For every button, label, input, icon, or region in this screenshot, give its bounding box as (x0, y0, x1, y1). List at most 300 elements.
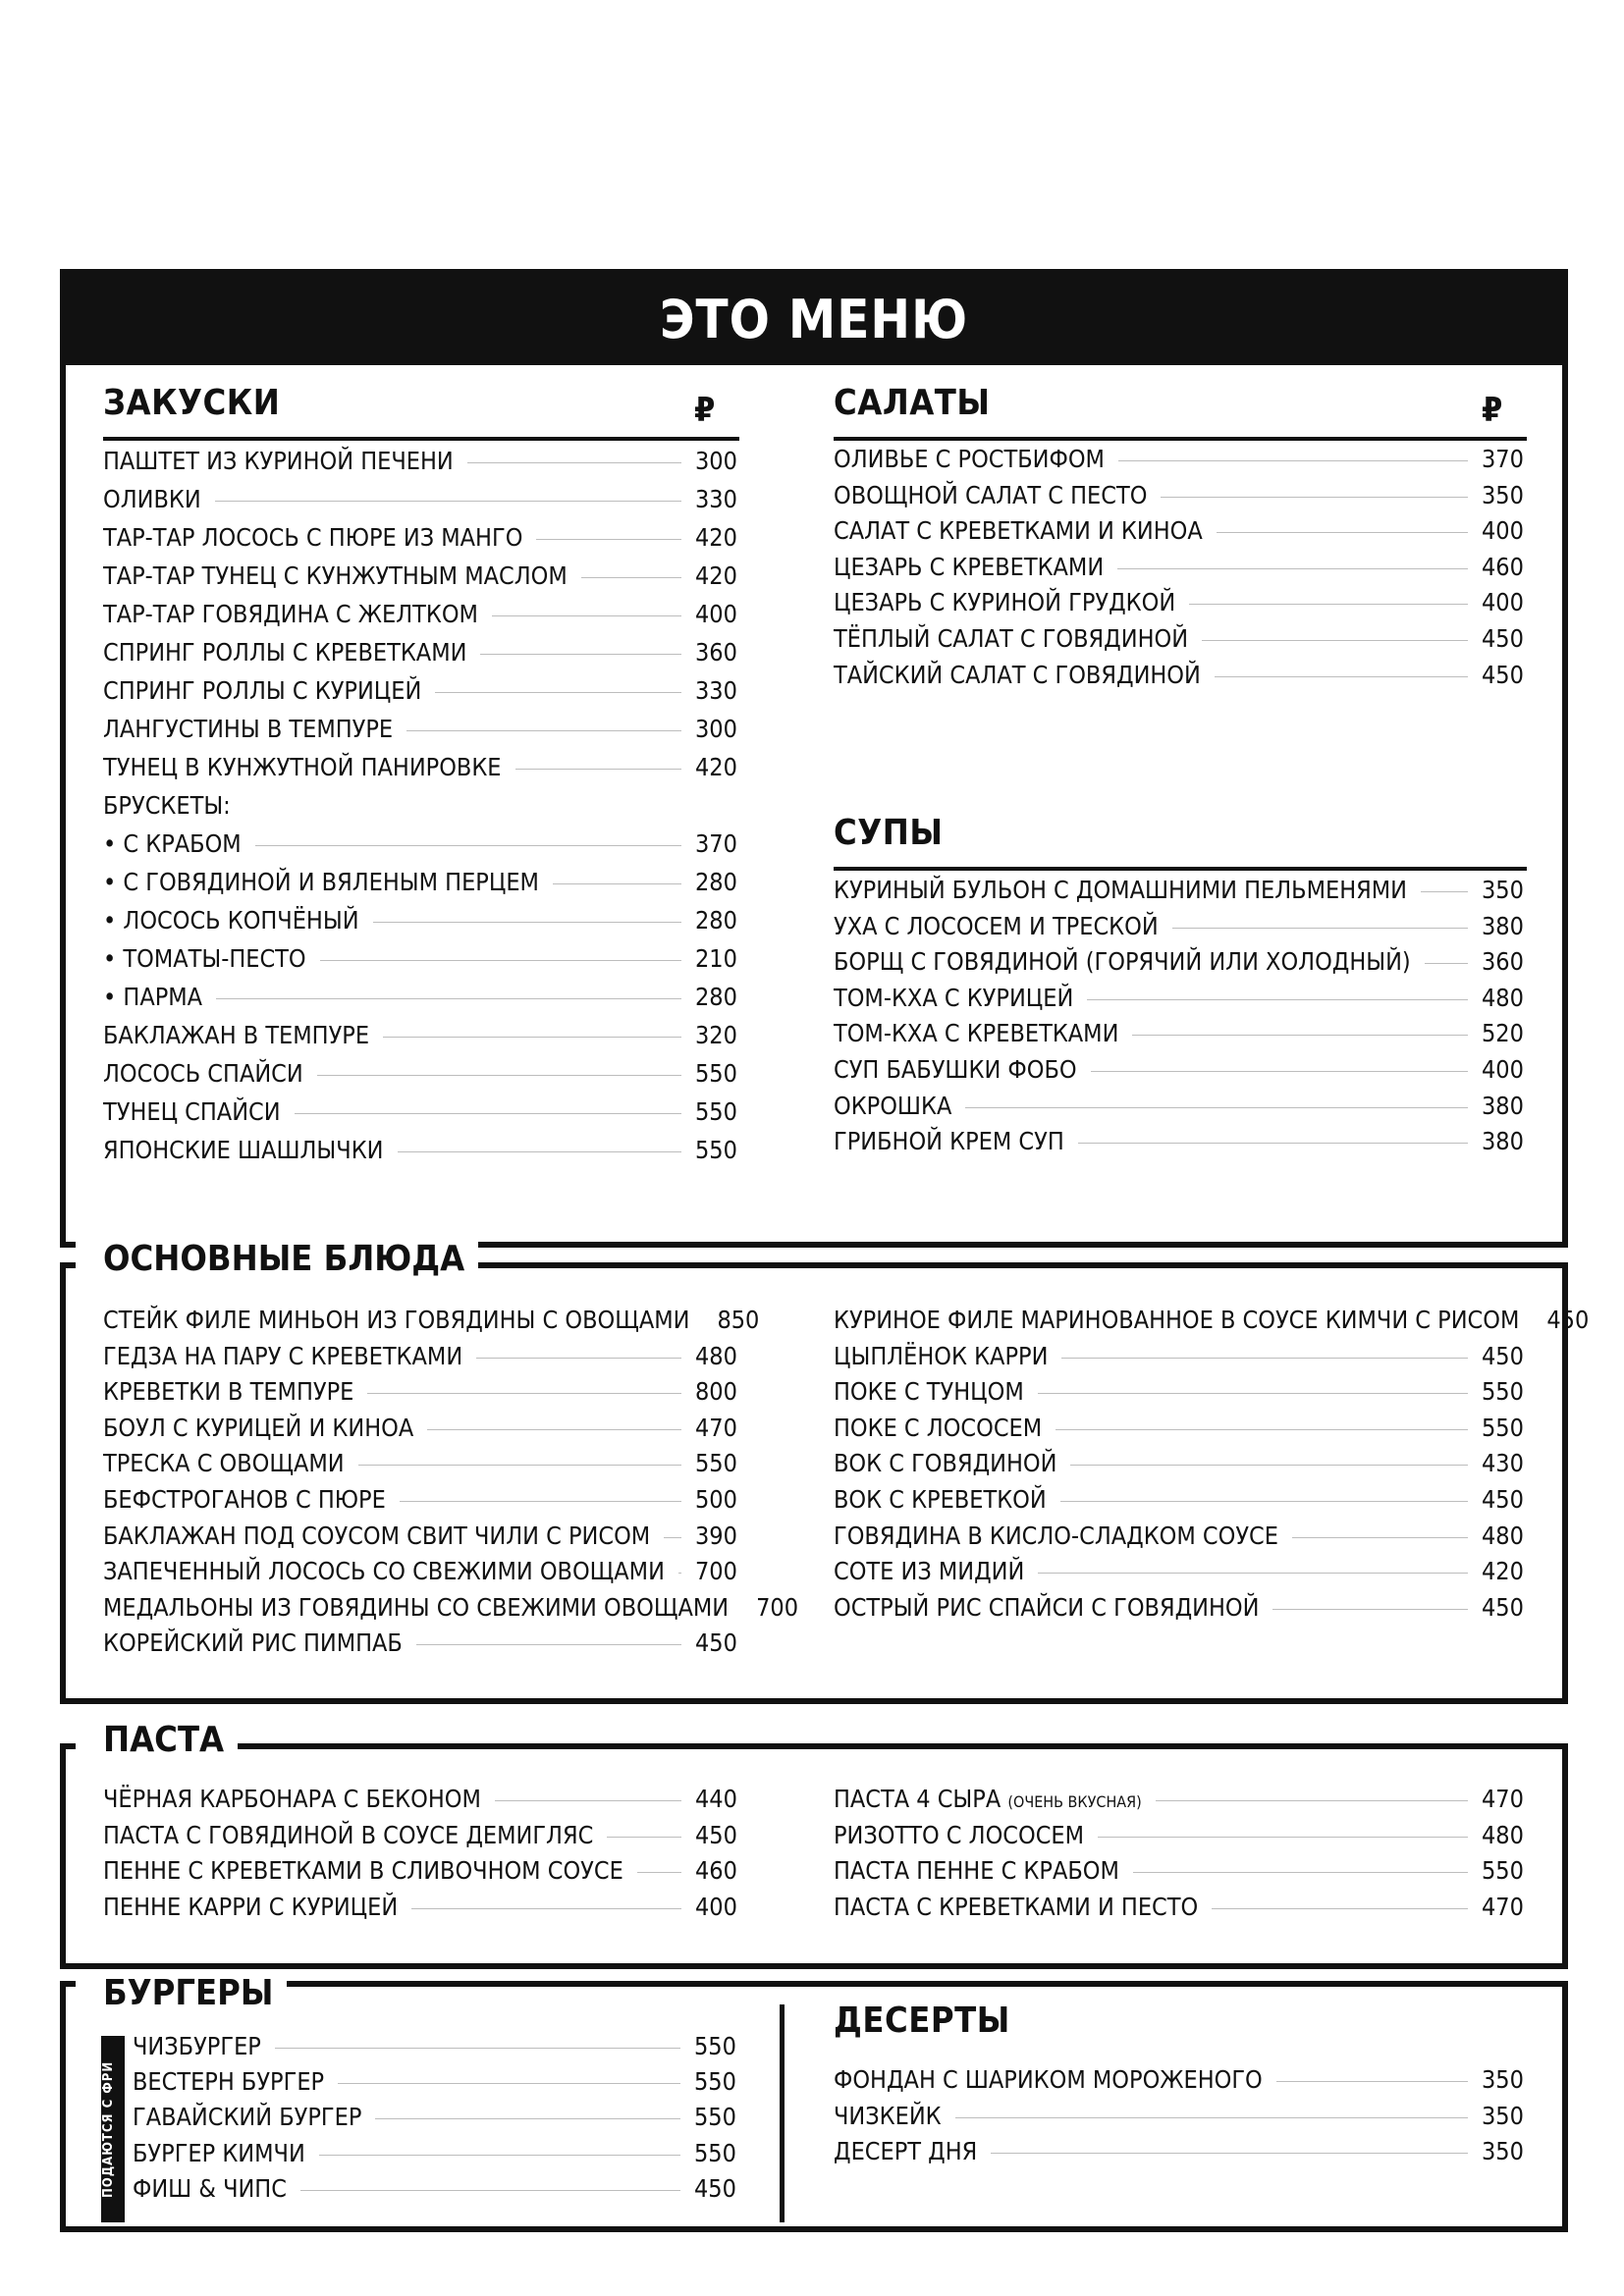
menu-item-row (834, 983, 1524, 1020)
dotted-leader (1038, 1393, 1468, 1394)
menu-item-name-text: ТАР-ТАР ЛОСОСЬ С ПЮРЕ ИЗ МАНГО (103, 523, 523, 552)
dotted-leader (400, 1501, 681, 1502)
menu-item-name (834, 1593, 1259, 1622)
menu-item-row (103, 1377, 737, 1414)
menu-item-name (103, 906, 359, 934)
menu-item-name-text: ГАВАЙСКИЙ БУРГЕР (133, 2103, 362, 2132)
menu-item-name-text: ОЛИВКИ (103, 485, 201, 513)
menu-item-name (103, 600, 478, 628)
dotted-leader (275, 2048, 680, 2049)
dotted-leader (480, 654, 681, 655)
menu-item-name-text: • С КРАБОМ (103, 829, 242, 858)
menu-item-name-text: ПЕННЕ КАРРИ С КУРИЦЕЙ (103, 1892, 399, 1921)
section-title-deserty: ДЕСЕРТЫ (834, 2001, 1010, 2041)
menu-item-price: 380 (1482, 1091, 1524, 1120)
section-rule-supy (834, 867, 1527, 871)
menu-item-row (103, 1820, 737, 1857)
menu-item-row (133, 2138, 736, 2174)
menu-item-price: 550 (1482, 1413, 1524, 1442)
menu-item-name (834, 2137, 977, 2165)
menu-item-row (103, 944, 737, 983)
section-title-supy: СУПЫ (834, 813, 944, 853)
section-title-burgery: БУРГЕРЫ (76, 1973, 287, 2013)
menu-item-row (103, 523, 737, 561)
menu-item-name (834, 947, 1411, 976)
menu-item-name (103, 1021, 369, 1049)
menu-item-name (834, 1893, 1198, 1921)
menu-item-name (103, 1342, 462, 1370)
menu-item-name (834, 481, 1147, 509)
menu-item-price: 300 (695, 447, 737, 475)
menu-item-price: 450 (1482, 623, 1524, 653)
menu-item-row (103, 1892, 737, 1929)
menu-item-price: 430 (1482, 1449, 1524, 1478)
menu-item-price: 550 (694, 2067, 736, 2097)
menu-item-name-text: САЛАТ С КРЕВЕТКАМИ И КИНОА (834, 516, 1203, 546)
menu-item-name-text: ПАСТА С ГОВЯДИНОЙ В СОУСЕ ДЕМИГЛЯС (103, 1820, 594, 1849)
menu-item-name-text: ОЛИВЬЕ С РОСТБИФОМ (834, 445, 1105, 473)
menu-item-name (834, 553, 1104, 581)
menu-item-row (103, 600, 737, 638)
dotted-leader (398, 1151, 682, 1152)
menu-item-name-text: ОВОЩНОЙ САЛАТ С ПЕСТО (834, 480, 1148, 509)
menu-item-name-text: ТРЕСКА С ОВОЩАМИ (103, 1449, 345, 1478)
menu-item-name-text: ТУНЕЦ СПАЙСИ (103, 1097, 281, 1126)
menu-item-name (834, 445, 1105, 473)
menu-item-name (834, 1342, 1048, 1370)
top-menu-box (60, 269, 1568, 1248)
menu-item-name (103, 1893, 398, 1921)
menu-item-price: 350 (1482, 2137, 1524, 2166)
menu-item-name-text: ДЕСЕРТ ДНЯ (834, 2137, 978, 2166)
menu-item-row (834, 1557, 1524, 1593)
menu-item-price: 460 (695, 1856, 737, 1886)
menu-item-name-text: ПАСТА 4 СЫРА (834, 1785, 1001, 1813)
menu-item-row (834, 588, 1524, 624)
dotted-leader (1272, 1609, 1468, 1610)
dotted-leader (319, 2155, 680, 2156)
menu-item-row (834, 516, 1524, 553)
menu-item-name-text: БЕФСТРОГАНОВ С ПЮРЕ (103, 1484, 386, 1514)
menu-item-price: 550 (694, 2032, 736, 2060)
menu-item-price: 350 (1482, 2101, 1524, 2130)
menu-item-name-text: ТОМ-КХА С КУРИЦЕЙ (834, 983, 1074, 1012)
menu-item-name-text: СТЕЙК ФИЛЕ МИНЬОН ИЗ ГОВЯДИНЫ С ОВОЩАМИ (103, 1306, 690, 1334)
menu-item-name (834, 1821, 1084, 1849)
menu-item-price: 470 (695, 1413, 737, 1442)
menu-item-row (834, 1449, 1524, 1485)
menu-item-row (103, 485, 737, 523)
menu-item-name (834, 984, 1073, 1012)
burgers-desserts-box (60, 1973, 1568, 2232)
menu-item-price: 350 (1482, 480, 1524, 509)
menu-item-price: 850 (717, 1306, 760, 1334)
menu-item-price: 210 (695, 944, 737, 973)
list-osnovnye-left (103, 1306, 798, 1665)
section-title-osnovnye: ОСНОВНЫЕ БЛЮДА (76, 1239, 478, 1279)
menu-item-price: 370 (695, 829, 737, 858)
menu-item-row (103, 1629, 737, 1665)
pasta-box (60, 1720, 1568, 1969)
menu-item-name (103, 944, 306, 973)
menu-item-price: 550 (694, 2138, 736, 2167)
dotted-leader (317, 1075, 681, 1076)
menu-item-name (133, 2139, 305, 2167)
dotted-leader (373, 922, 681, 923)
menu-item-price: 420 (695, 753, 737, 781)
menu-item-name (834, 1485, 1047, 1514)
dotted-leader (1215, 676, 1468, 677)
dotted-leader (1098, 1837, 1468, 1838)
menu-item-name (103, 485, 201, 513)
menu-item-name (834, 661, 1201, 689)
menu-item-name-text: ПОКЕ С ЛОСОСЕМ (834, 1413, 1043, 1442)
dotted-leader (1156, 1800, 1468, 1801)
menu-item-name-text: ПАСТА ПЕННЕ С КРАБОМ (834, 1856, 1119, 1886)
menu-item-name (834, 1522, 1278, 1550)
section-title-salaty: САЛАТЫ (834, 383, 991, 423)
menu-item-price: 370 (1482, 445, 1524, 473)
dotted-leader (367, 1393, 681, 1394)
menu-item-price: 400 (695, 1892, 737, 1921)
dotted-leader (1038, 1573, 1468, 1574)
menu-item-row (834, 1091, 1524, 1128)
dotted-leader (1172, 928, 1468, 929)
dotted-leader (383, 1037, 681, 1038)
dotted-leader (435, 692, 681, 693)
menu-item-name-text: СПРИНГ РОЛЛЫ С КРЕВЕТКАМИ (103, 638, 467, 667)
menu-item-name (103, 791, 231, 820)
menu-item-name (103, 983, 202, 1011)
list-deserty (834, 2065, 1524, 2173)
menu-item-name (103, 676, 421, 705)
menu-item-name-text: СУП БАБУШКИ ФОБО (834, 1054, 1077, 1084)
dotted-leader (1133, 1872, 1468, 1873)
menu-item-name (834, 912, 1159, 940)
menu-item-price: 500 (695, 1484, 737, 1514)
menu-item-price: 450 (694, 2173, 736, 2203)
menu-item-name-text: БРУСКЕТЫ: (103, 791, 231, 820)
menu-item-name-text: ПАСТА С КРЕВЕТКАМИ И ПЕСТО (834, 1892, 1199, 1921)
menu-item-price: 480 (1482, 1521, 1524, 1550)
menu-item-price: 400 (695, 600, 737, 628)
menu-item-price: 330 (695, 485, 737, 513)
menu-item-name-text: • С ГОВЯДИНОЙ И ВЯЛЕНЫМ ПЕРЦЕМ (103, 868, 539, 896)
menu-item-price: 420 (695, 523, 737, 552)
menu-item-row (834, 1413, 1524, 1450)
menu-item-row (103, 715, 737, 753)
dotted-leader (467, 462, 681, 463)
menu-item-name-text: ОСТРЫЙ РИС СПАЙСИ С ГОВЯДИНОЙ (834, 1592, 1260, 1622)
dotted-leader (1292, 1537, 1468, 1538)
menu-item-name (834, 1127, 1064, 1155)
menu-item-row (103, 1449, 737, 1485)
menu-item-name (834, 2065, 1263, 2094)
menu-item-row (103, 1856, 737, 1893)
dotted-leader (1091, 1071, 1468, 1072)
menu-item-row (834, 623, 1524, 661)
menu-item-name-text: КУРИНОЕ ФИЛЕ МАРИНОВАННОЕ В СОУСЕ КИМЧИ С РИСОМ (834, 1306, 1520, 1334)
menu-item-row (103, 1484, 737, 1522)
menu-item-price: 380 (1482, 911, 1524, 940)
list-zakuski (103, 447, 737, 1174)
menu-item-price: 400 (1482, 516, 1524, 546)
menu-banner-title: ЭТО МЕНЮ (66, 275, 1562, 365)
menu-item-row (834, 911, 1524, 948)
dotted-leader (1425, 963, 1468, 964)
column-divider (780, 2004, 785, 2222)
menu-item-price: 390 (695, 1521, 737, 1550)
list-osnovnye-right (834, 1306, 1590, 1629)
dotted-leader (1087, 999, 1468, 1000)
list-salaty (834, 445, 1524, 696)
dotted-leader (411, 1908, 681, 1909)
menu-item-price: 300 (695, 715, 737, 743)
menu-item-name-text: ТЁПЛЫЙ САЛАТ С ГОВЯДИНОЙ (834, 623, 1189, 653)
dotted-leader (1078, 1143, 1468, 1144)
menu-item-row (103, 638, 737, 676)
dotted-leader (607, 1837, 681, 1838)
menu-item-price: 700 (695, 1557, 737, 1586)
menu-item-price: 280 (695, 906, 737, 934)
menu-item-name-text: КУРИНЫЙ БУЛЬОН С ДОМАШНИМИ ПЕЛЬМЕНЯМИ (834, 876, 1407, 904)
menu-item-row (103, 676, 737, 715)
menu-item-row (834, 2065, 1524, 2102)
dotted-leader (991, 2153, 1468, 2154)
menu-item-name-text: ЦЫПЛЁНОК КАРРИ (834, 1341, 1049, 1370)
menu-item-price: 440 (695, 1785, 737, 1813)
dotted-leader (965, 1107, 1468, 1108)
menu-item-name-text: БОУЛ С КУРИЦЕЙ И КИНОА (103, 1413, 414, 1442)
menu-item-row (133, 2067, 736, 2103)
menu-item-name-text: КРЕВЕТКИ В ТЕМПУРЕ (103, 1377, 354, 1407)
menu-item-price: 550 (695, 1449, 737, 1478)
menu-item-row (834, 1521, 1524, 1558)
menu-item-price: 420 (1482, 1557, 1524, 1586)
menu-item-price: 350 (1482, 876, 1524, 904)
currency-icon: ₽ (694, 391, 716, 430)
menu-item-price: 380 (1482, 1127, 1524, 1156)
menu-item-name-text: ВЕСТЕРН БУРГЕР (133, 2067, 325, 2097)
menu-item-name (834, 1055, 1077, 1084)
dotted-leader (295, 1113, 681, 1114)
dotted-leader (215, 501, 681, 502)
menu-item-price: 450 (1482, 1484, 1524, 1514)
menu-item-note: (ОЧЕНЬ ВКУСНАЯ) (1007, 1792, 1142, 1811)
menu-item-name-text: ГРИБНОЙ КРЕМ СУП (834, 1127, 1064, 1156)
menu-item-price: 450 (1546, 1306, 1590, 1334)
menu-item-name (103, 1522, 650, 1550)
menu-item-name (834, 1377, 1024, 1406)
menu-item-name (834, 2102, 942, 2130)
menu-item-name-text: ЗАПЕЧЕННЫЙ ЛОСОСЬ СО СВЕЖИМИ ОВОЩАМИ (103, 1557, 665, 1586)
menu-item-price: 550 (695, 1136, 737, 1164)
menu-item-row (103, 829, 737, 868)
menu-item-name (103, 1059, 303, 1088)
menu-item-name-text: ТОМ-КХА С КРЕВЕТКАМИ (834, 1019, 1119, 1048)
menu-item-price: 450 (695, 1820, 737, 1849)
menu-item-row (133, 2032, 736, 2067)
menu-item-name-text: БУРГЕР КИМЧИ (133, 2138, 305, 2167)
menu-item-price: 470 (1482, 1892, 1524, 1921)
menu-item-row (103, 1136, 737, 1174)
menu-item-row (834, 1592, 1524, 1629)
menu-item-row (834, 1019, 1524, 1055)
section-title-zakuski: ЗАКУСКИ (103, 383, 281, 423)
menu-item-name-text: ЧИЗКЕЙК (834, 2101, 942, 2130)
menu-item-name-text: БОРЩ С ГОВЯДИНОЙ (ГОРЯЧИЙ ИЛИ ХОЛОДНЫЙ) (834, 947, 1411, 977)
menu-item-name-text: ГЕДЗА НА ПАРУ С КРЕВЕТКАМИ (103, 1341, 463, 1370)
menu-item-name-text: ТАЙСКИЙ САЛАТ С ГОВЯДИНОЙ (834, 660, 1201, 689)
menu-item-name (103, 523, 522, 552)
menu-item-price: 450 (1482, 660, 1524, 689)
menu-item-name (103, 1377, 353, 1406)
dotted-leader (338, 2083, 680, 2084)
dotted-leader (678, 1573, 681, 1574)
menu-item-name (103, 638, 466, 667)
section-rule-salaty (834, 437, 1527, 441)
main-dishes-box (60, 1239, 1590, 1704)
menu-item-name-text: ФИШ & ЧИПС (133, 2173, 287, 2203)
dotted-leader (492, 615, 681, 616)
menu-item-price: 550 (694, 2103, 736, 2132)
menu-item-name-text: ЧЁРНАЯ КАРБОНАРА С БЕКОНОМ (103, 1785, 481, 1813)
menu-item-name-text: ТАР-ТАР ГОВЯДИНА С ЖЕЛТКОМ (103, 600, 478, 628)
menu-item-name (103, 753, 502, 781)
menu-item-name-text: ПЕННЕ С КРЕВЕТКАМИ В СЛИВОЧНОМ СОУСЕ (103, 1856, 623, 1886)
menu-item-row (103, 1059, 737, 1097)
list-burgery (133, 2032, 736, 2210)
menu-item-name-text: ФОНДАН С ШАРИКОМ МОРОЖЕНОГО (834, 2065, 1263, 2094)
menu-item-name (834, 1449, 1056, 1477)
menu-item-name (834, 1785, 1142, 1813)
menu-item-row (834, 1820, 1524, 1857)
menu-item-name-text: РИЗОТТО С ЛОСОСЕМ (834, 1820, 1085, 1849)
menu-item-row (834, 1377, 1524, 1414)
menu-item-name-text: • ПАРМА (103, 983, 203, 1011)
menu-item-row (834, 480, 1524, 517)
menu-item-price: 800 (695, 1377, 737, 1407)
currency-icon: ₽ (1482, 391, 1503, 430)
menu-item-price: 700 (756, 1592, 798, 1622)
menu-item-name (834, 1019, 1118, 1047)
menu-item-name (103, 829, 242, 858)
section-title-pasta: ПАСТА (76, 1720, 238, 1760)
menu-item-name (834, 1856, 1119, 1885)
menu-item-name (103, 1485, 386, 1514)
dotted-leader (536, 539, 681, 540)
dotted-leader (375, 2118, 680, 2119)
menu-item-row (834, 445, 1524, 481)
menu-item-name (834, 1092, 951, 1120)
dotted-leader (1217, 532, 1468, 533)
dotted-leader (1161, 497, 1468, 498)
menu-item-name-text: ПОКЕ С ТУНЦОМ (834, 1377, 1024, 1407)
dotted-leader (300, 2190, 680, 2191)
menu-item-name-text: • ТОМАТЫ-ПЕСТО (103, 944, 306, 973)
menu-item-name-text: ЦЕЗАРЬ С КУРИНОЙ ГРУДКОЙ (834, 588, 1176, 617)
menu-item-name (103, 1785, 481, 1813)
menu-item-price: 450 (695, 1629, 737, 1658)
menu-item-name-text: • ЛОСОСЬ КОПЧЁНЫЙ (103, 906, 359, 934)
menu-item-price: 360 (1482, 947, 1524, 977)
menu-item-name (103, 1414, 413, 1442)
menu-item-row (834, 947, 1524, 984)
menu-item-row (834, 1856, 1524, 1893)
menu-item-name-text: ТУНЕЦ В КУНЖУТНОЙ ПАНИРОВКЕ (103, 753, 502, 781)
menu-item-row (103, 1097, 737, 1136)
menu-item-price: 280 (695, 983, 737, 1011)
menu-item-name (103, 1629, 403, 1657)
section-rule-zakuski (103, 437, 739, 441)
menu-item-name (133, 2103, 361, 2131)
menu-item-name-text: СПРИНГ РОЛЛЫ С КУРИЦЕЙ (103, 676, 422, 705)
menu-item-row (834, 552, 1524, 589)
fries-side-note: ПОДАЮТСЯ С ФРИ (101, 2036, 125, 2222)
menu-item-row (133, 2103, 736, 2138)
dotted-leader (1060, 1501, 1468, 1502)
menu-item-row (133, 2173, 736, 2210)
dotted-leader (1117, 568, 1468, 569)
menu-item-name-text: ЧИЗБУРГЕР (133, 2032, 261, 2060)
menu-item-row (103, 753, 737, 791)
menu-item-row (834, 876, 1524, 912)
menu-item-name (103, 1856, 623, 1885)
menu-item-name (834, 588, 1175, 616)
menu-item-name (834, 1306, 1519, 1334)
menu-item-row (834, 1892, 1524, 1929)
menu-item-row (103, 1413, 737, 1450)
list-supy (834, 876, 1524, 1163)
menu-item-name (103, 1449, 345, 1477)
menu-item-row (834, 660, 1524, 697)
menu-item-price: 420 (695, 561, 737, 590)
menu-item-price: 360 (695, 638, 737, 667)
menu-item-row (103, 447, 737, 485)
menu-item-name (103, 1821, 593, 1849)
dotted-leader (1056, 1429, 1468, 1430)
menu-item-name (103, 1306, 689, 1334)
menu-item-row (103, 983, 737, 1021)
menu-item-name (103, 1593, 729, 1622)
menu-item-row (834, 1306, 1590, 1342)
dotted-leader (358, 1465, 681, 1466)
menu-item-price: 320 (695, 1021, 737, 1049)
menu-item-row (103, 868, 737, 906)
menu-item-name (103, 447, 454, 475)
menu-item-row (103, 791, 734, 829)
menu-item-row (834, 2137, 1524, 2173)
menu-item-row (103, 1785, 737, 1821)
dotted-leader (664, 1537, 681, 1538)
menu-item-row (103, 906, 737, 944)
dotted-leader (1276, 2081, 1468, 2082)
dotted-leader (637, 1872, 681, 1873)
dotted-leader (216, 998, 681, 999)
menu-item-name (133, 2067, 324, 2096)
menu-item-price: 400 (1482, 588, 1524, 617)
menu-item-price: 350 (1482, 2065, 1524, 2094)
menu-item-price: 480 (695, 1341, 737, 1370)
menu-item-price: 550 (1482, 1856, 1524, 1886)
menu-item-name (103, 868, 539, 896)
menu-item-name-text: УХА С ЛОСОСЕМ И ТРЕСКОЙ (834, 911, 1159, 940)
menu-item-name (834, 516, 1203, 545)
dotted-leader (1132, 1035, 1468, 1036)
menu-item-name-text: ПАШТЕТ ИЗ КУРИНОЙ ПЕЧЕНИ (103, 447, 454, 475)
dotted-leader (427, 1429, 681, 1430)
menu-item-name (103, 1557, 665, 1585)
